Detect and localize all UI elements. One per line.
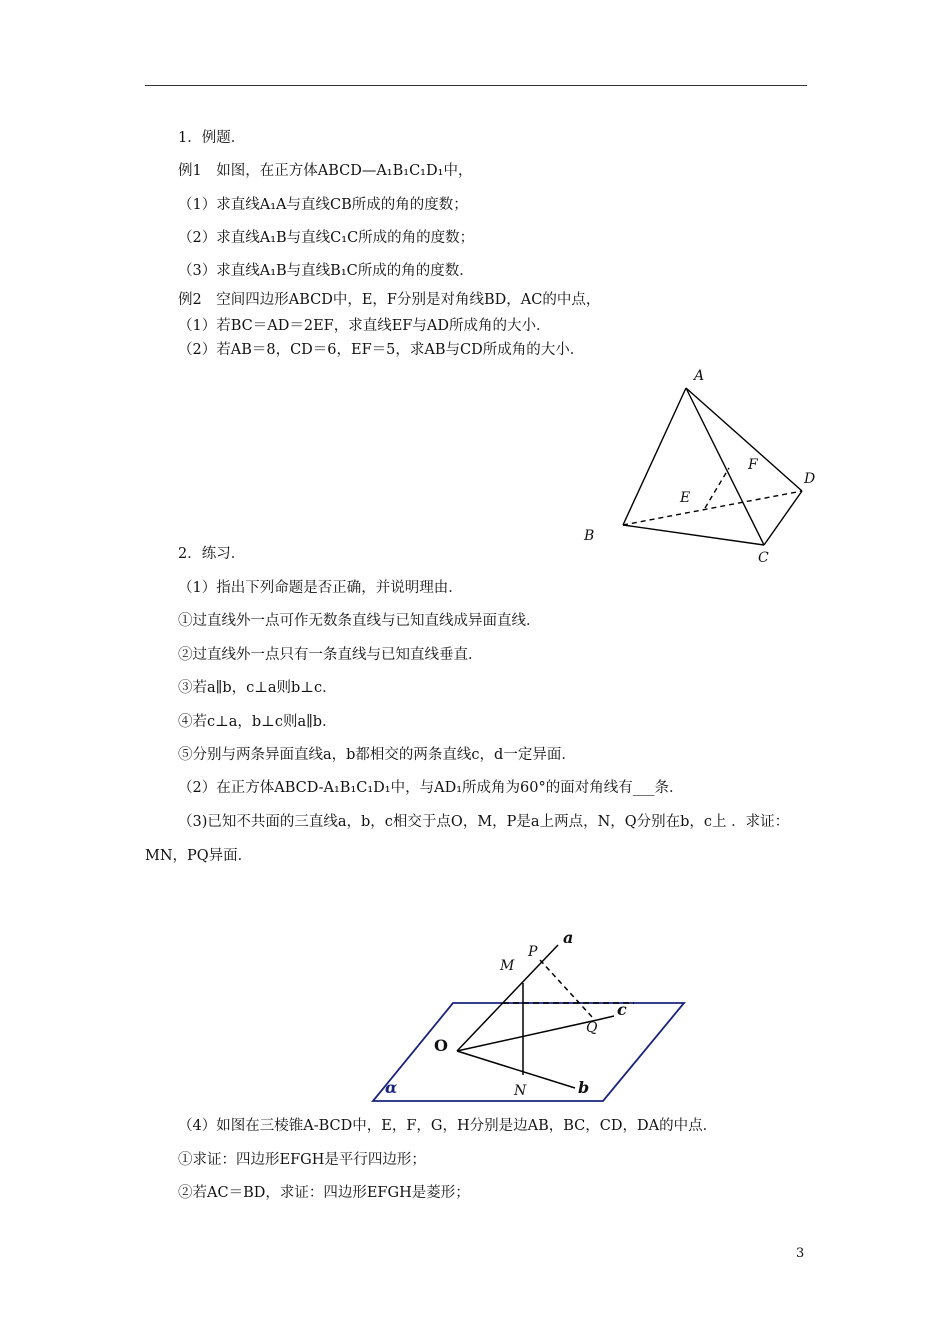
- practice-2: （2）在正方体ABCD-A₁B₁C₁D₁中，与AD₁所成角为60°的面对角线有___条．: [178, 780, 684, 796]
- label-Q: Q: [586, 1020, 598, 1036]
- page-number: 3: [796, 1246, 805, 1261]
- label-N: N: [514, 1083, 527, 1099]
- edge-BD-hidden: [623, 491, 802, 525]
- label-B: B: [584, 528, 595, 544]
- practice-3-continued: MN，PQ异面．: [145, 848, 253, 864]
- header-rule: [145, 85, 807, 86]
- example-2-q2: （2）若AB＝8，CD＝6，EF＝5，求AB与CD所成角的大小．: [178, 342, 585, 358]
- plane-alpha: [373, 1003, 684, 1101]
- practice-4: （4）如图在三棱锥A-BCD中，E，F，G，H分别是边AB，BC，CD，DA的中点．: [178, 1118, 718, 1134]
- edge-CD: [764, 491, 802, 545]
- practice-4-part-2: ②若AC＝BD，求证：四边形EFGH是菱形；: [178, 1185, 470, 1201]
- example-1-q3: （3）求直线A₁B与直线B₁C所成的角的度数．: [178, 263, 474, 279]
- proposition-3: ③若a∥b，c⊥a则b⊥c．: [178, 680, 337, 696]
- label-A: A: [694, 368, 705, 384]
- proposition-4: ④若c⊥a，b⊥c则a∥b．: [178, 714, 337, 730]
- segment-EF-hidden: [705, 468, 729, 508]
- label-D: D: [804, 471, 816, 487]
- line-c-extension: [597, 1016, 614, 1020]
- label-line-a: a: [563, 928, 574, 947]
- proposition-2: ②过直线外一点只有一条直线与已知直线垂直．: [178, 647, 483, 663]
- edge-AB: [623, 388, 686, 525]
- label-M: M: [500, 958, 515, 974]
- label-F: F: [748, 457, 758, 473]
- example-2-statement: 例2 空间四边形ABCD中，E，F分别是对角线BD，AC的中点，: [178, 292, 601, 308]
- proposition-5: ⑤分别与两条异面直线a，b都相交的两条直线c，d一定异面．: [178, 747, 576, 763]
- edge-BC: [623, 525, 764, 545]
- proposition-1: ①过直线外一点可作无数条直线与已知直线成异面直线．: [178, 613, 541, 629]
- practice-4-part-1: ①求证：四边形EFGH是平行四边形；: [178, 1152, 426, 1168]
- section-heading-practice: 2．练习．: [178, 546, 246, 562]
- example-1-q1: （1）求直线A₁A与直线CB所成的角的度数；: [178, 197, 468, 213]
- label-P: P: [528, 944, 538, 960]
- segment-PQ-hidden: [540, 960, 593, 1018]
- section-heading-examples: 1．例题．: [178, 130, 246, 146]
- label-alpha: α: [385, 1078, 398, 1097]
- line-c-visible: [457, 1020, 597, 1051]
- edge-AD: [686, 388, 802, 491]
- example-1-q2: （2）求直线A₁B与直线C₁C所成的角的度数；: [178, 230, 475, 246]
- example-1-statement: 例1 如图，在正方体ABCD—A₁B₁C₁D₁中，: [178, 163, 473, 179]
- practice-1-statement: （1）指出下列命题是否正确，并说明理由．: [178, 580, 463, 596]
- label-C: C: [758, 550, 769, 566]
- label-line-b: b: [578, 1078, 590, 1097]
- practice-3: （3)已知不共面的三直线a，b，c相交于点O，M，P是a上两点，N，Q分别在b，c上 ．求证：: [178, 814, 790, 830]
- label-E: E: [680, 490, 691, 506]
- label-line-c: c: [617, 1000, 627, 1019]
- example-2-q1: （1）若BC＝AD＝2EF，求直线EF与AD所成角的大小．: [178, 318, 551, 334]
- label-O: O: [434, 1036, 448, 1055]
